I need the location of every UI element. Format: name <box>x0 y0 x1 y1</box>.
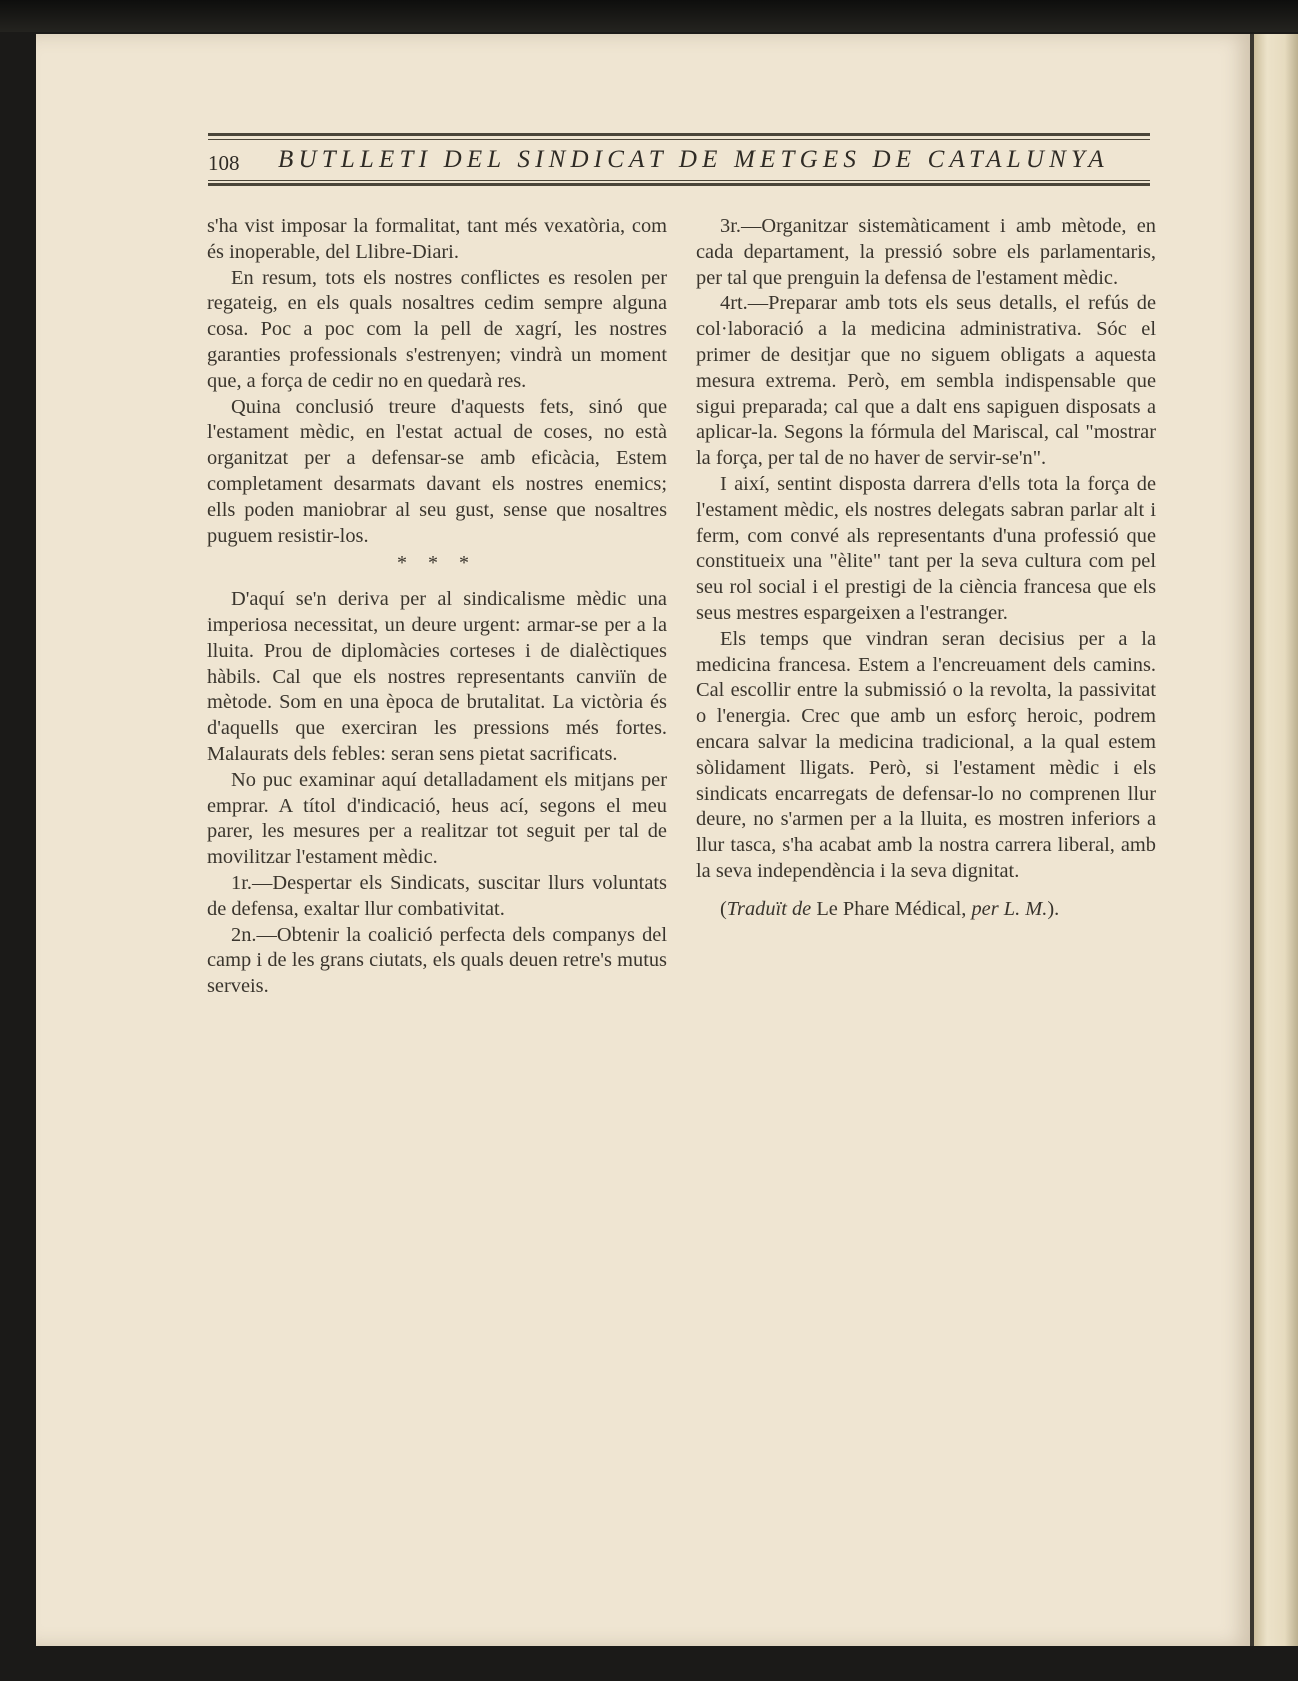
header-rule-bottom <box>208 183 1150 186</box>
section-separator: * * * <box>397 552 477 575</box>
list-item: 3r.—Organitzar sistemàticament i amb mètode, en cada departament, la pressió sobre els parlamentaris, per tal que prenguin la defensa de l'estament mèdic. <box>696 215 1156 289</box>
credit-close: ). <box>1047 897 1060 920</box>
credit-source: Le Phare Médical, <box>816 897 967 920</box>
left-text-column <box>207 214 667 1000</box>
list-item: 2n.—Obtenir la coalició perfecta dels companys del camp i de les grans ciutats, els quals deuen retre's mutus serveis. <box>207 923 667 998</box>
paragraph: En resum, tots els nostres conflictes es resolen per regateig, en els quals nosaltres cedim sempre alguna cosa. Poc a poc com la pell de xagrí, les nostres garanties professionals s'estrenyen; vindrà un moment que, a força de cedir no en quedarà res. <box>207 266 667 392</box>
paragraph: No puc examinar aquí detalladament els mitjans per emprar. A títol d'indicació, heus ací, segons el meu parer, les mesures per a realitzar tot seguit per tal de movilitzar l'estament mèdic. <box>207 768 667 869</box>
credit-author: per L. M. <box>971 897 1048 920</box>
next-page-edge <box>1254 34 1298 1646</box>
paragraph: I així, sentint disposta darrera d'ells tota la força de l'estament mèdic, els nostres delegats sabran parlar alt i ferm, com convé als representants d'una professió que constitueix una "èlite" tant per la seva cultura com pel seu rol social i el prestigi de la ciència francesa que els seus mestres espargeixen a l'estranger. <box>696 472 1156 624</box>
paragraph: D'aquí se'n deriva per al sindicalisme mèdic una imperiosa necessitat, un deure urgent: armar-se per a la lluita. Prou de diplomàcies corteses i de dialèctiques hàbils. Cal que els nostres representants canviïn de mètode. Som en una època de brutalitat. La victòria és d'aquells que exerciran les pressions més fortes. Malaurats dels febles: seran sens pietat sacrificats. <box>207 588 667 765</box>
header-rule-bottom-thin <box>208 180 1150 181</box>
journal-title: BUTLLETI DEL SINDICAT DE METGES DE CATALUNYA <box>278 146 1109 173</box>
paragraph: Quina conclusió treure d'aquests fets, sinó que l'estament mèdic, en l'estat actual de coses, no està organitzat per a defensar-se amb eficàcia, Estem completament desarmats davant els nostres enemics; ells poden maniobrar al seu gust, sense que nosaltres puguem resistir-los. <box>207 395 667 547</box>
translation-credit <box>696 897 1156 923</box>
page-number: 108 <box>208 151 240 175</box>
list-item: 4rt.—Preparar amb tots els seus detalls, el refús de col·laboració a la medicina administrativa. Sóc el primer de desitjar que no siguem obligats a aquesta mesura extrema. Però, em sembla indispensable que sigui preparada; cal que a dalt ens sapiguen disposats a aplicar-la. Segons la fórmula del Mariscal, cal "mostrar la força, per tal de no haver de servir-se'n". <box>696 292 1156 470</box>
right-text-column <box>696 214 1156 923</box>
paragraph: Els temps que vindran seran decisius per a la medicina francesa. Estem a l'encreuament dels camins. Cal escollir entre la submissió o la revolta, la passivitat o l'energia. Crec que amb un esforç heroic, podrem encara salvar la medicina tradicional, a la qual estem sòlidament lligats. Però, si l'estament mèdic i els sindicats encarregats de defensar-lo no comprenen llur deure, no s'armen per a la lluita, es mostren inferiors a llur tasca, s'ha acabat amb la nostra carrera liberal, amb la seva independència i la seva dignitat. <box>696 627 1156 882</box>
scan-background-top <box>0 0 1298 32</box>
running-header <box>208 133 1150 187</box>
header-rule-top <box>208 133 1150 136</box>
paragraph: s'ha vist imposar la formalitat, tant més vexatòria, com és inoperable, del Llibre-Diari. <box>207 215 667 263</box>
list-item: 1r.—Despertar els Sindicats, suscitar llurs voluntats de defensa, exaltar llur combativitat. <box>207 871 667 920</box>
credit-translated-by: Traduït de <box>726 897 812 920</box>
header-rule-top-thin <box>208 139 1150 140</box>
credit-open: ( <box>720 897 727 920</box>
